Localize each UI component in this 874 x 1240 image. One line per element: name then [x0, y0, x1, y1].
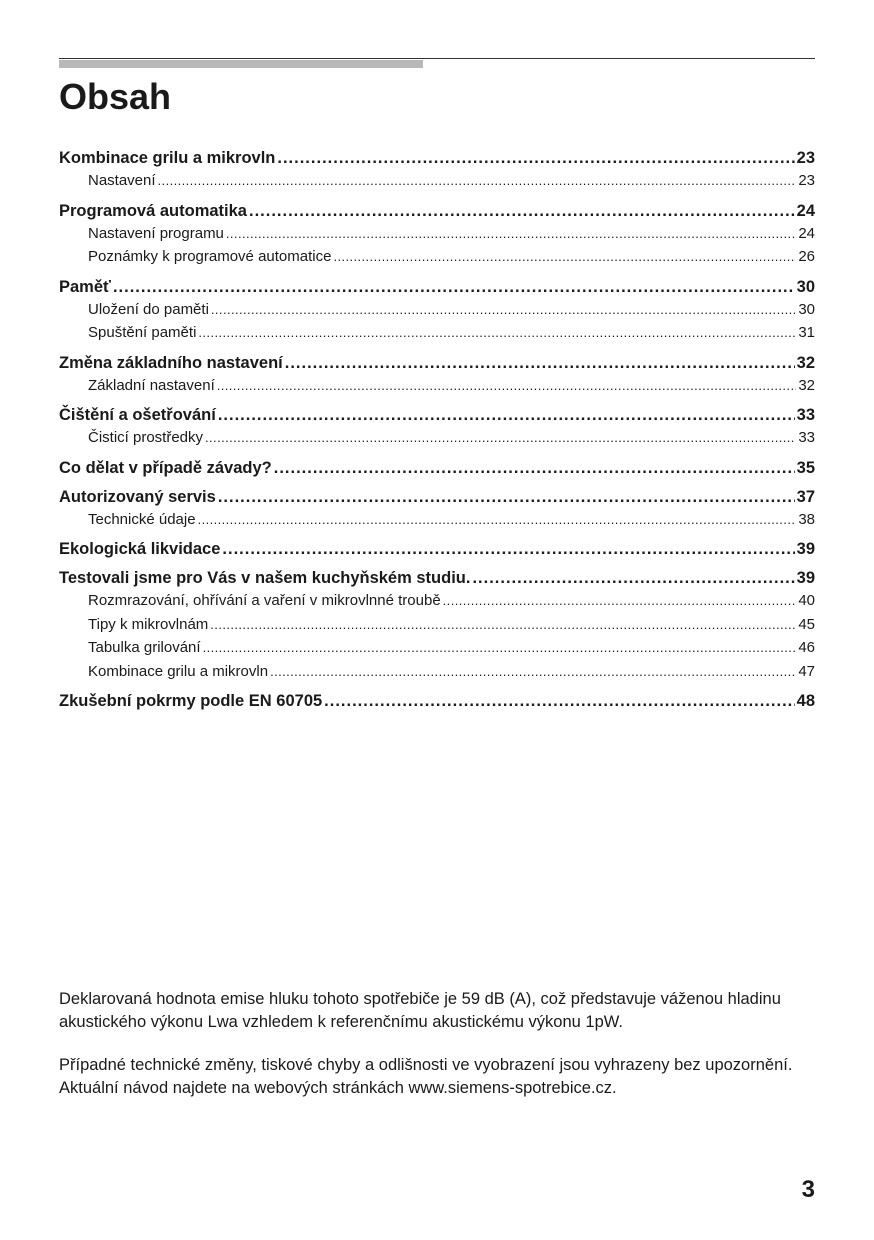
- toc-entry-label: Nastavení programu: [88, 224, 224, 242]
- toc-entry-label: Uložení do paměti: [88, 300, 209, 318]
- toc-entry-label: Paměť: [59, 277, 111, 296]
- toc-dot-leader: [472, 566, 794, 590]
- toc-section-entry[interactable]: [59, 351, 815, 375]
- toc-section-entry[interactable]: [59, 275, 815, 299]
- toc-section-entry[interactable]: [59, 146, 815, 170]
- toc-dot-leader: [198, 322, 796, 344]
- toc-entry-label: Tabulka grilování: [88, 639, 201, 656]
- toc-entry-page: 46: [798, 639, 815, 656]
- toc-subsection-entry[interactable]: [59, 509, 815, 531]
- toc-section-entry[interactable]: [59, 403, 815, 427]
- toc-dot-leader: [205, 427, 796, 449]
- toc-entry-page: 47: [798, 662, 815, 680]
- toc-entry-label: Rozmrazování, ohřívání a vaření v mikrovlnné troubě: [88, 592, 441, 609]
- toc-subsection-entry[interactable]: [59, 246, 815, 268]
- toc-entry-label: Ekologická likvidace: [59, 540, 221, 558]
- disclaimer-note: Případné technické změny, tiskové chyby a odlišnosti ve vyobrazení jsou vyhrazeny bez upozornění. Aktuální návod najdete na webových stránkách www.siemens-spotrebice.cz.: [59, 1056, 793, 1097]
- toc-dot-leader: [249, 199, 795, 223]
- toc-entry-page: 24: [798, 224, 815, 242]
- toc-dot-leader: [222, 537, 794, 561]
- toc-dot-leader: [277, 146, 794, 170]
- noise-emission-note: Deklarovaná hodnota emise hluku tohoto spotřebiče je 59 dB (A), což představuje váženou hladinu akustického výkonu Lwa vzhledem k referenčnímu akustickému výkonu 1pW.: [59, 990, 781, 1031]
- header-rule: [59, 58, 815, 59]
- toc-entry-label: Změna základního nastavení: [59, 353, 283, 372]
- toc-entry-page: 40: [798, 592, 815, 609]
- toc-subsection-entry[interactable]: [59, 322, 815, 344]
- toc-dot-leader: [211, 299, 796, 321]
- toc-entry-page: 37: [796, 487, 815, 506]
- toc-entry-page: 39: [796, 540, 815, 558]
- toc-entry-label: Poznámky k programové automatice: [88, 248, 332, 265]
- toc-entry-page: 35: [796, 458, 815, 477]
- toc-dot-leader: [443, 590, 797, 612]
- toc-section-entry[interactable]: [59, 456, 815, 480]
- header-bar: [59, 60, 423, 68]
- toc-entry-page: 30: [796, 277, 815, 296]
- toc-dot-leader: [285, 351, 795, 375]
- toc-subsection-entry[interactable]: [59, 661, 815, 683]
- toc-section-entry[interactable]: [59, 485, 815, 509]
- toc-entry-page: 32: [796, 353, 815, 372]
- toc-entry-label: Kombinace grilu a mikrovln: [59, 149, 276, 167]
- toc-section-entry[interactable]: [59, 537, 815, 561]
- toc-entry-page: 31: [798, 324, 815, 341]
- toc-dot-leader: [218, 485, 795, 509]
- toc-section-entry[interactable]: [59, 566, 815, 590]
- toc-dot-leader: [158, 170, 797, 192]
- toc-dot-leader: [270, 661, 796, 683]
- toc-entry-label: Kombinace grilu a mikrovln: [88, 662, 269, 680]
- toc-dot-leader: [324, 689, 794, 713]
- toc-subsection-entry[interactable]: [59, 299, 815, 321]
- toc-dot-leader: [274, 456, 795, 480]
- toc-subsection-entry[interactable]: [59, 590, 815, 612]
- toc-entry-page: 45: [798, 615, 815, 633]
- toc-entry-label: Co dělat v případě závady?: [59, 458, 272, 477]
- toc-entry-label: Spuštění paměti: [88, 324, 197, 341]
- toc-entry-page: 26: [798, 248, 815, 265]
- toc-subsection-entry[interactable]: [59, 637, 815, 659]
- toc-subsection-entry[interactable]: [59, 614, 815, 636]
- toc-entry-page: 33: [796, 406, 815, 424]
- toc-entry-page: 23: [798, 172, 815, 189]
- toc-entry-page: 39: [796, 569, 815, 587]
- toc-dot-leader: [198, 509, 797, 531]
- toc-entry-label: Čisticí prostředky: [88, 429, 204, 446]
- toc-entry-page: 24: [796, 201, 815, 220]
- page-number: 3: [801, 1176, 815, 1203]
- toc-dot-leader: [113, 275, 795, 299]
- toc-section-entry[interactable]: [59, 199, 815, 223]
- toc-dot-leader: [333, 246, 796, 268]
- toc-entry-label: Testovali jsme pro Vás v našem kuchyňském studiu.: [59, 569, 471, 587]
- toc-dot-leader: [203, 637, 797, 659]
- toc-entry-label: Zkušební pokrmy podle EN 60705: [59, 692, 323, 710]
- page-title: Obsah: [59, 76, 172, 117]
- toc-entry-page: 33: [798, 429, 815, 446]
- toc-entry-label: Programová automatika: [59, 201, 247, 220]
- toc-dot-leader: [226, 223, 796, 245]
- toc-dot-leader: [218, 403, 795, 427]
- toc-entry-page: 32: [798, 376, 815, 394]
- toc-entry-label: Základní nastavení: [88, 376, 215, 394]
- toc-entry-label: Technické údaje: [88, 510, 196, 528]
- toc-subsection-entry[interactable]: [59, 223, 815, 245]
- toc-entry-label: Tipy k mikrovlnám: [88, 615, 209, 633]
- toc-section-entry[interactable]: [59, 689, 815, 713]
- toc-dot-leader: [217, 375, 797, 397]
- toc-subsection-entry[interactable]: [59, 170, 815, 192]
- toc-subsection-entry[interactable]: [59, 375, 815, 397]
- toc-dot-leader: [210, 614, 796, 636]
- toc-subsection-entry[interactable]: [59, 427, 815, 449]
- toc-entry-page: 30: [798, 300, 815, 318]
- toc-entry-label: Nastavení: [88, 172, 156, 189]
- toc-entry-page: 23: [796, 149, 815, 167]
- toc-entry-page: 48: [796, 692, 815, 710]
- toc-entry-page: 38: [798, 510, 815, 528]
- toc-entry-label: Čištění a ošetřování: [59, 406, 216, 424]
- toc-entry-label: Autorizovaný servis: [59, 487, 216, 506]
